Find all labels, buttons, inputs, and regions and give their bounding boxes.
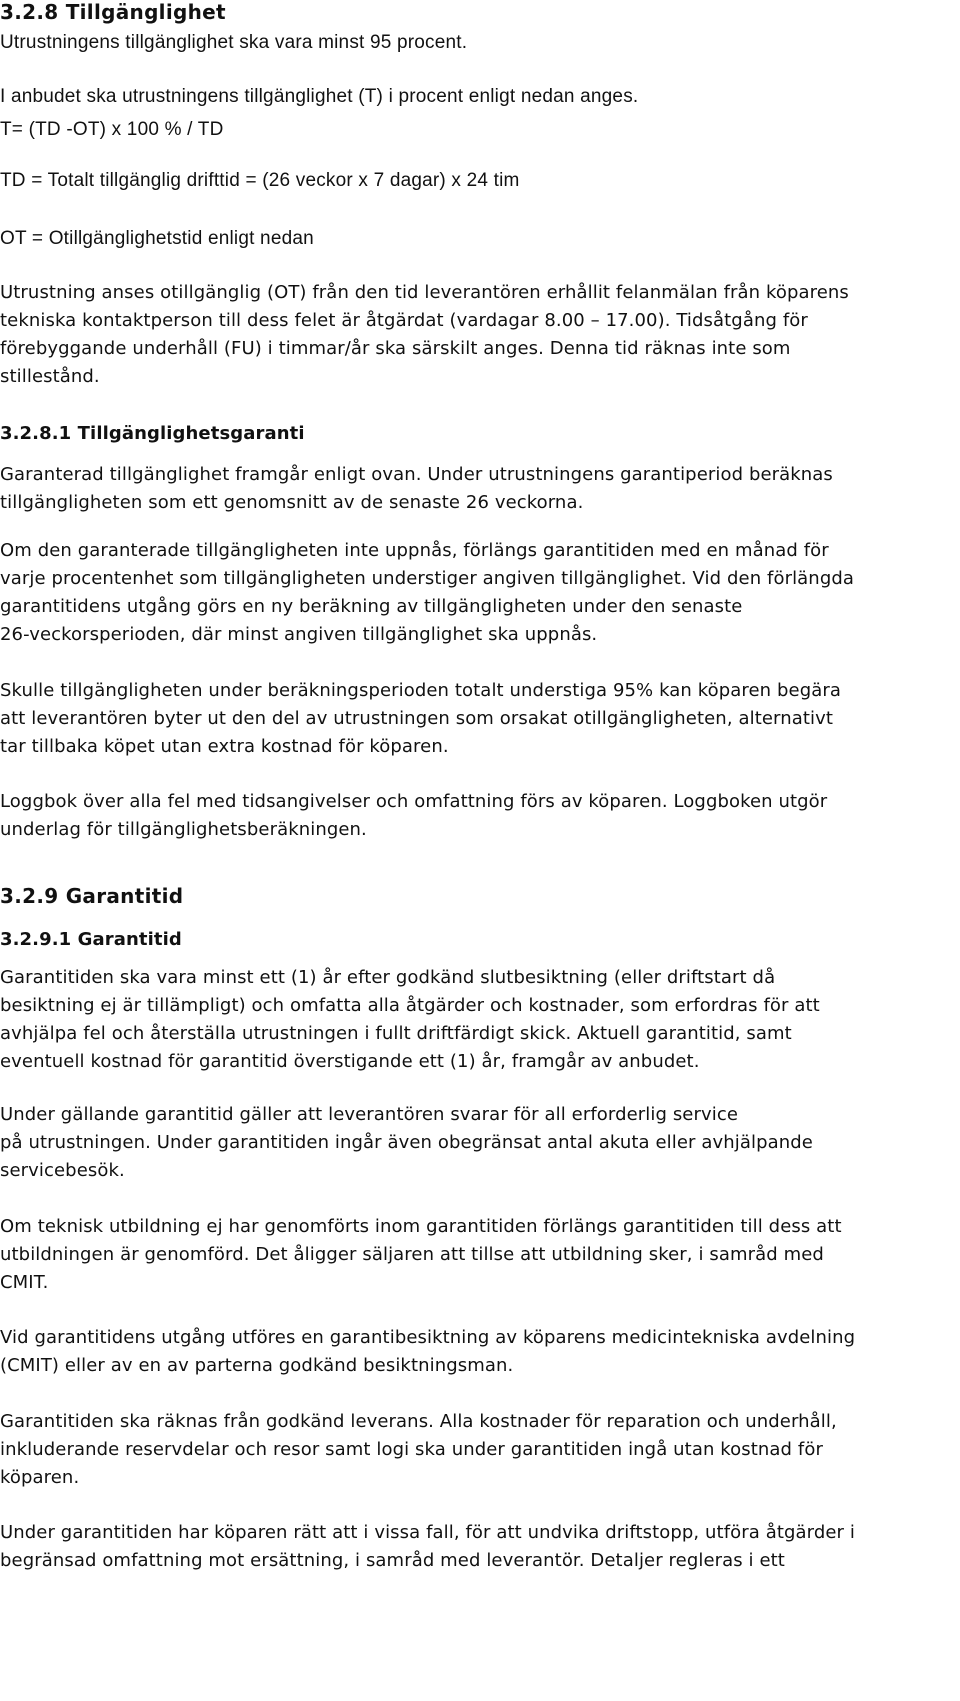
replacement-paragraph-line: att leverantören byter ut den del av utrustningen som orsakat otillgängligheten, alternativt (0, 708, 834, 729)
buyer-actions-paragraph-line: begränsad omfattning mot ersättning, i samråd med leverantör. Detaljer regleras i ett (0, 1550, 785, 1571)
formula-line: T= (TD -OT) x 100 % / TD (0, 119, 224, 140)
ot-definition-line: OT = Otillgänglighetstid enligt nedan (0, 228, 314, 249)
service-paragraph-line: Under gällande garantitid gäller att leverantören svarar för all erforderlig service (0, 1104, 738, 1125)
extension-paragraph-line: Om den garanterade tillgängligheten inte uppnås, förlängs garantitiden med en månad för (0, 540, 829, 561)
costs-paragraph-line: köparen. (0, 1467, 80, 1488)
warranty-period-paragraph-line: eventuell kostnad för garantitid överstigande ett (1) år, framgår av anbudet. (0, 1051, 700, 1072)
training-paragraph-line: CMIT. (0, 1272, 49, 1293)
training-paragraph-line: Om teknisk utbildning ej har genomförts inom garantitiden förlängs garantitiden till dess att (0, 1216, 842, 1237)
warranty-period-paragraph-line: besiktning ej är tillämpligt) och omfatta alla åtgärder och kostnader, som erfordras för att (0, 995, 820, 1016)
service-paragraph-line: servicebesök. (0, 1160, 125, 1181)
td-definition-line: TD = Totalt tillgänglig drifttid = (26 veckor x 7 dagar) x 24 tim (0, 170, 520, 191)
inspection-paragraph-line: (CMIT) eller av en av parterna godkänd besiktningsman. (0, 1355, 514, 1376)
availability-requirement-line: Utrustningens tillgänglighet ska vara minst 95 procent. (0, 32, 468, 53)
costs-paragraph-line: inkluderande reservdelar och resor samt logi ska under garantitiden ingå utan kostnad för (0, 1439, 823, 1460)
warranty-period-paragraph-line: Garantitiden ska vara minst ett (1) år efter godkänd slutbesiktning (eller driftstart då (0, 967, 776, 988)
costs-paragraph-line: Garantitiden ska räknas från godkänd leverans. Alla kostnader för reparation och underhåll, (0, 1411, 837, 1432)
ot-paragraph-line: stillestånd. (0, 366, 100, 387)
inspection-paragraph-line: Vid garantitidens utgång utföres en garantibesiktning av köparens medicintekniska avdelning (0, 1327, 856, 1348)
extension-paragraph-line: varje procentenhet som tillgängligheten understiger angiven tillgänglighet. Vid den förlängda (0, 568, 854, 589)
extension-paragraph-line: 26-veckorsperioden, där minst angiven tillgänglighet ska uppnås. (0, 624, 598, 645)
heading-3-2-9-1: 3.2.9.1 Garantitid (0, 929, 182, 950)
heading-3-2-9: 3.2.9 Garantitid (0, 884, 184, 908)
warranty-period-paragraph-line: avhjälpa fel och återställa utrustningen i fullt driftfärdigt skick. Aktuell garantitid, samt (0, 1023, 792, 1044)
replacement-paragraph-line: tar tillbaka köpet utan extra kostnad för köparen. (0, 736, 449, 757)
ot-paragraph-line: Utrustning anses otillgänglig (OT) från den tid leverantören erhållit felanmälan från köparens (0, 282, 849, 303)
replacement-paragraph-line: Skulle tillgängligheten under beräkningsperioden totalt understiga 95% kan köparen begära (0, 680, 841, 701)
logbook-paragraph-line: Loggbok över alla fel med tidsangivelser och omfattning förs av köparen. Loggboken utgör (0, 791, 828, 812)
extension-paragraph-line: garantitidens utgång görs en ny beräkning av tillgängligheten under den senaste (0, 596, 743, 617)
heading-3-2-8: 3.2.8 Tillgänglighet (0, 0, 226, 24)
ot-paragraph-line: tekniska kontaktperson till dess felet är åtgärdat (vardagar 8.00 – 17.00). Tidsåtgång för (0, 310, 808, 331)
service-paragraph-line: på utrustningen. Under garantitiden ingår även obegränsat antal akuta eller avhjälpande (0, 1132, 813, 1153)
heading-3-2-8-1: 3.2.8.1 Tillgänglighetsgaranti (0, 423, 305, 444)
training-paragraph-line: utbildningen är genomförd. Det åligger säljaren att tillse att utbildning sker, i samråd med (0, 1244, 824, 1265)
logbook-paragraph-line: underlag för tillgänglighetsberäkningen. (0, 819, 367, 840)
buyer-actions-paragraph-line: Under garantitiden har köparen rätt att i vissa fall, för att undvika driftstopp, utföra åtgärder i (0, 1522, 855, 1543)
tender-instruction-line: I anbudet ska utrustningens tillgänglighet (T) i procent enligt nedan anges. (0, 86, 639, 107)
guarantee-paragraph-line: Garanterad tillgänglighet framgår enligt ovan. Under utrustningens garantiperiod beräknas (0, 464, 833, 485)
guarantee-paragraph-line: tillgängligheten som ett genomsnitt av de senaste 26 veckorna. (0, 492, 584, 513)
ot-paragraph-line: förebyggande underhåll (FU) i timmar/år ska särskilt anges. Denna tid räknas inte som (0, 338, 791, 359)
